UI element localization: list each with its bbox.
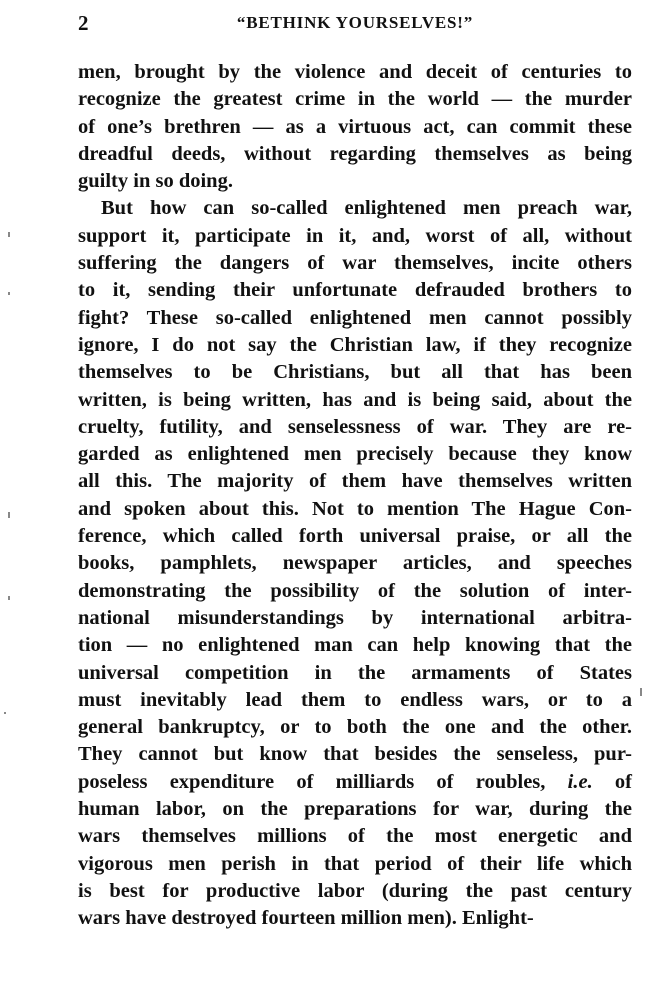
text-line: wars themselves millions of the most energetic and [78,825,632,848]
text-line: vigorous men perish in that period of their life which [78,852,632,875]
text-line: wars have destroyed fourteen million men). Enlight- [78,907,534,930]
text-line: ignore, I do not say the Christian law, if they recognize [78,333,632,356]
text-line: written, is being written, has and is being said, about the [78,388,632,411]
running-title: “BETHINK YOURSELVES!” [236,13,474,32]
scan-speck [8,596,10,600]
text-line: of one’s brethren — as a virtuous act, can commit these [78,115,632,138]
text-line: is best for productive labor (during the past century [78,879,632,902]
text-line: national misunderstandings by international arbitra- [78,606,632,629]
text-line: to it, sending their unfortunate defrauded brothers to [78,279,632,302]
text-line: garded as enlightened men precisely because they know [78,443,632,466]
scan-speck [8,232,10,237]
scan-speck [8,292,10,295]
text-segment: of [592,770,633,793]
page-header [78,10,632,36]
italic-abbreviation: i.e. [567,770,593,793]
text-line [78,769,632,796]
text-line: support it, participate in it, and, worst of all, without [78,224,632,247]
scan-speck [8,512,10,518]
text-line: guilty in so doing. [78,170,233,193]
text-line: must inevitably lead them to endless wars, or to a [78,688,632,711]
text-line: tion — no enlightened man can help knowing that the [78,634,632,657]
text-line: and spoken about this. Not to mention The Hague Con- [78,497,632,520]
text-line: dreadful deeds, without regarding themselves as being [78,142,632,165]
scan-speck [640,688,642,696]
text-line: But how can so-called enlightened men preach war, [101,197,632,220]
text-line: general bankruptcy, or to both the one and the other. [78,716,632,739]
text-line: all this. The majority of them have themselves written [78,470,632,493]
text-segment: poseless expenditure of milliards of roubles, [78,770,546,793]
page-number: 2 [78,11,89,35]
text-line: fight? These so-called enlightened men cannot possibly [78,306,632,329]
text-line: men, brought by the violence and deceit of centuries to [78,61,632,83]
text-line: They cannot but know that besides the senseless, pur- [78,743,632,766]
text-line: demonstrating the possibility of the solution of inter- [78,579,632,602]
text-line: suffering the dangers of war themselves, incite others [78,252,632,275]
text-line: human labor, on the preparations for war, during the [78,798,632,821]
text-line: books, pamphlets, newspaper articles, and speeches [78,552,632,575]
body-text [78,59,632,933]
scan-speck [4,712,6,714]
text-line: cruelty, futility, and senselessness of war. They are re- [78,415,632,438]
text-line: themselves to be Christians, but all that has been [78,361,632,384]
text-line: universal competition in the armaments of States [78,661,632,684]
text-line: ference, which called forth universal praise, or all the [78,525,632,548]
text-line: recognize the greatest crime in the world — the murder [78,88,632,111]
